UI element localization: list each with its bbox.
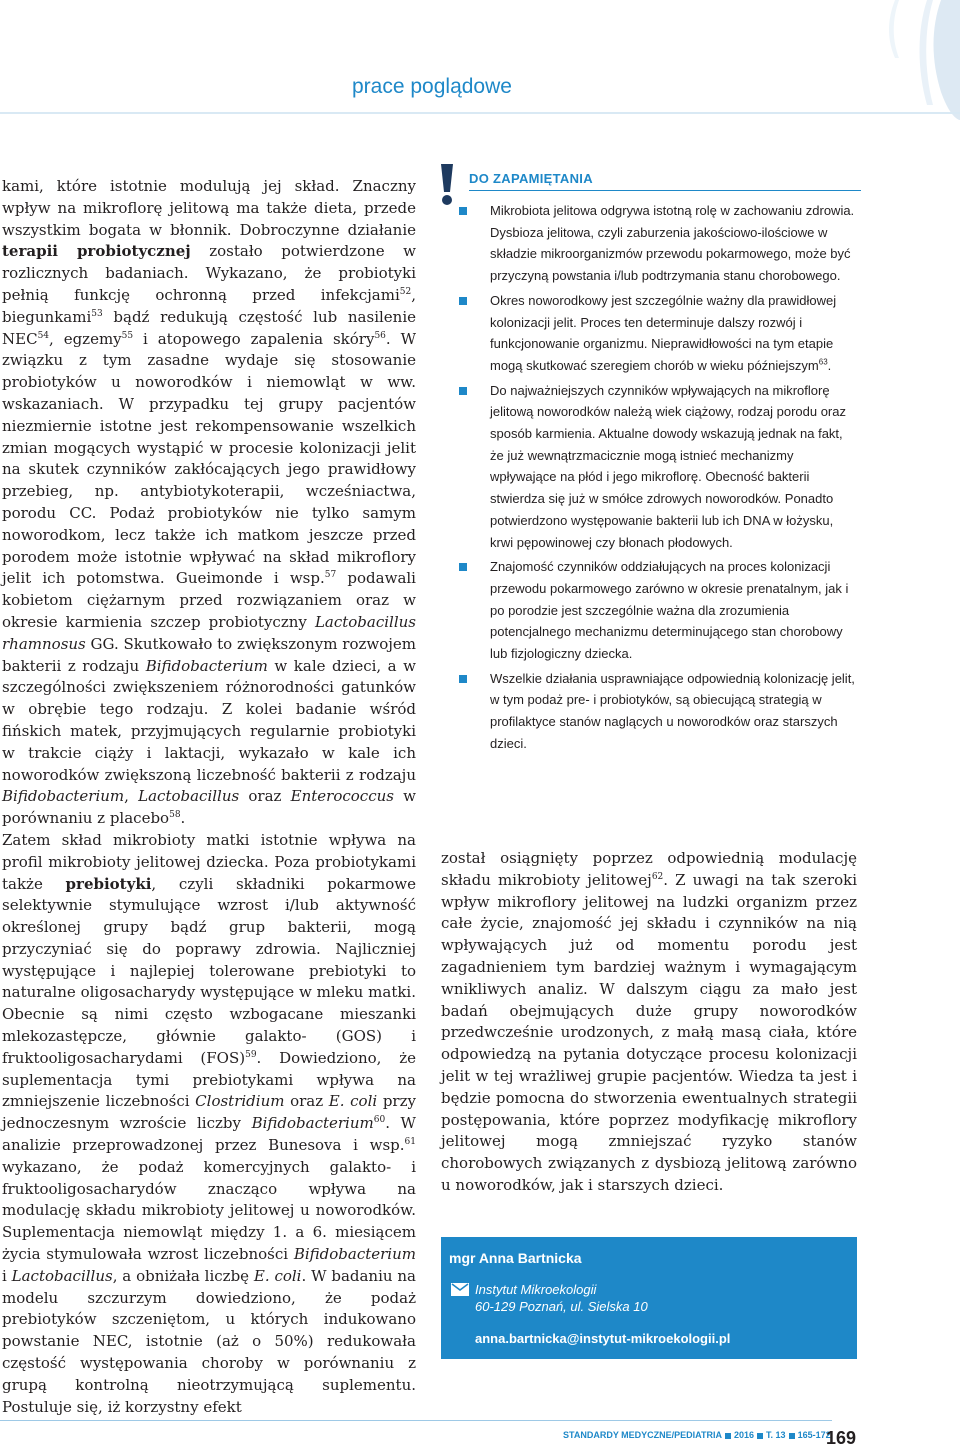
- key-point-item: [459, 668, 859, 755]
- text-run: Znajomość czynników oddziałujących na proces kolonizacji przewodu pokarmowego zarówno w okresie prenatalnym, jak i po porodzie jest szczególnie ważna dla zrozumienia potencjalnego mechanizmu determinującego stan chorobowy lub fizjologiczny dziecka.: [490, 559, 849, 662]
- text-run: E. coli: [253, 1266, 302, 1285]
- text-run: bądź redukują częstość lub nasilenie NEC: [2, 307, 416, 348]
- square-bullet-icon: [725, 1433, 731, 1439]
- citation-ref: 60: [373, 1115, 386, 1126]
- text-run: Lactobacillus: [138, 787, 240, 806]
- text-run: GG. Skutkowało to zwiększonym rozwojem bakterii z rodzaju: [2, 634, 416, 675]
- key-points-divider: [469, 190, 861, 191]
- text-run: , egzemy: [49, 329, 122, 348]
- text-run: podawali kobietom ciężarnym przed rozwiązaniem oraz w okresie karmienia szczep probiotyczny: [2, 569, 416, 631]
- citation-ref: 52: [399, 286, 412, 297]
- journal-name: STANDARDY MEDYCZNE/PEDIATRIA: [563, 1430, 723, 1440]
- square-bullet-icon: [459, 387, 467, 395]
- text-run: terapii probiotycznej: [2, 242, 191, 261]
- footer-divider: [0, 1420, 832, 1421]
- text-run: zostało potwierdzone w rozlicznych badaniach. Wykazano, że probiotyki pełnią funkcję ochronną przed infekcjami: [2, 242, 416, 304]
- key-point-item: [459, 556, 859, 665]
- key-point-item: [459, 380, 859, 554]
- author-info-box: [441, 1237, 857, 1359]
- citation-ref: 58: [169, 810, 181, 821]
- square-bullet-icon: [789, 1433, 795, 1439]
- text-run: . W analizie przeprowadzonej przez Bunesova i wsp.: [2, 1114, 416, 1155]
- text-run: oraz: [239, 787, 291, 806]
- text-run: Enterococcus: [290, 787, 394, 806]
- article-left-column: [2, 176, 416, 1418]
- square-bullet-icon: [459, 297, 467, 305]
- text-run: przy jednoczesnym wzroście liczby: [2, 1092, 416, 1133]
- square-bullet-icon: [757, 1433, 763, 1439]
- text-run: ,: [124, 787, 139, 806]
- text-run: w kale dzieci, a w szczególności zwiększeniem różnorodności gatunków w obrębie tego rodzaju. Z kolei badanie wśród fińskich matek, przyjmujących regularnie probiotyki w trakcie ciąży i laktacji, wykazało w kale ich noworodków zwiększoną liczebność bakterii z rodzaju: [2, 656, 416, 784]
- paragraph: [2, 830, 416, 1419]
- text-run: Clostridium: [195, 1092, 285, 1111]
- text-run: kami, które istotnie modulują jej skład. Znaczny wpływ na mikroflorę jelitową ma także dieta, przede wszystkim bogata w błonnik. Dobroczynne działanie: [2, 177, 416, 239]
- square-bullet-icon: [459, 675, 467, 683]
- citation-ref: 53: [91, 308, 103, 319]
- text-run: Zatem skład mikrobioty matki istotnie wpływa na profil mikrobioty jelitowej dziecka. Poza probiotykami także: [2, 830, 416, 893]
- text-run: w porównaniu z placebo: [2, 787, 416, 828]
- citation-ref: 63: [818, 357, 828, 367]
- author-name: mgr Anna Bartnicka: [449, 1250, 582, 1266]
- text-run: . W związku z tym zasadne wydaje się stosowanie probiotyków u noworodków i niemowląt w ww. wskazaniach. W przypadku tej grupy pacjentów niezmiernie istotne jest rekompensowanie wszelkich zmian mogących wystąpić w procesie kolonizacji jelit na skutek czynników zakłócających jego prawidłowy przebieg, np. antybiotykoterapii, wcześniactwa, porodu CC. Podaż probiotyków nie tylko samym noworodkom, lecz także ich matkom jeszcze przed porodem może istotnie wpływać na skład mikroflory jelit ich potomstwa. Gueimonde i wsp.: [2, 329, 416, 588]
- citation-ref: 54: [37, 330, 50, 341]
- text-run: , czyli składniki pokarmowe selektywnie stymulujące wzrost i/lub aktywność określonej grupy bądź grup bakterii, mogą przyczyniać się do poprawy zdrowia. Najliczniej występujące i najlepiej tolerowane prebiotyki to naturalne oligosacharydy występujące w mleku matki. Obecnie są nimi często wzbogacane mieszanki mlekozastępcze, głównie galakto- (GOS) i fruktooligosacharydami (FOS): [2, 874, 417, 1067]
- text-run: oraz: [284, 1092, 329, 1111]
- text-run: , biegunkami: [2, 285, 416, 326]
- text-run: .: [827, 357, 832, 373]
- author-address: 60-129 Poznań, ul. Sielska 10: [475, 1299, 648, 1314]
- citation-ref: 55: [121, 330, 134, 341]
- key-point-item: [459, 290, 859, 377]
- text-run: wykazano, że podaż komercyjnych galakto- i fruktooligosacharydów znacząco wpływa na modulację składu mikrobioty jelitowej u noworodków. Suplementacja niemowląt między 1. a 6. miesiącem życia stymulowała wzrost liczebności: [2, 1157, 416, 1264]
- text-run: Mikrobiota jelitowa odgrywa istotną rolę w zachowaniu zdrowia. Dysbioza jelitowa, czyli zaburzenia jakościowo-ilościowe w składzie mikroorganizmów przewodu pokarmowego, może być przyczyną powstania i/lub podtrzymania stanu chorobowego.: [490, 203, 855, 284]
- text-run: i atopowego zapalenia skóry: [133, 329, 375, 348]
- text-run: Do najważniejszych czynników wpływających na mikroflorę jelitową noworodków należą wiek ciążowy, rodzaj porodu oraz sposób karmienia. Aktualne dowody wskazują jednak na fakt, że już wewnątrzmacicznie mogą istnieć mechanizmy wpływające na płód i jego mikroflorę. Obecność bakterii stwierdza się już w smółce zdrowych noworodków. Ponadto potwierdzono występowanie bakterii lub ich DNA w łożysku, krwi pępowinowej czy błonach płodowych.: [490, 382, 846, 550]
- author-institute: Instytut Mikroekologii: [475, 1282, 597, 1297]
- journal-pages: 165-172: [797, 1430, 831, 1440]
- author-affiliation: [475, 1281, 648, 1315]
- text-run: Bifidobacterium: [145, 656, 268, 675]
- text-run: prebiotyki: [65, 874, 152, 893]
- citation-ref: 57: [324, 570, 337, 581]
- journal-footer: [563, 1430, 831, 1440]
- text-run: Bifidobacterium: [2, 787, 125, 806]
- key-points-title: DO ZAPAMIĘTANIA: [469, 171, 593, 186]
- text-run: Bifidobacterium: [251, 1114, 374, 1133]
- text-run: Okres noworodkowy jest szczególnie ważny dla prawidłowej kolonizacji jelit. Proces ten determinuje dalszy rozwój i funkcjonowanie organizmu. Nieprawidłowości na tym etapie mogą skutkować szeregiem chorób w wieku późniejszym: [490, 292, 837, 373]
- citation-ref: 59: [245, 1049, 257, 1060]
- text-run: , a obniżała liczbę: [112, 1266, 254, 1285]
- text-run: . Z uwagi na tak szeroki wpływ mikroflory jelitowej na ludzki organizm przez całe życie, znajomość jej składu i czynników na nią wpływających już od momentu porodu jest zagadnieniem tym bardziej ważnym i wymagającym wnikliwych analiz. W dalszym ciągu za mało jest badań obejmujących duże grupy noworodków przedwcześnie urodzonych, z małą masą ciała, które odpowiedzą na pytania dotyczące procesu kolonizacji jelit w tej wrażliwej grupie pacjentów. Wiedza ta jest i będzie pomocna do stworzenia ewentualnych strategii postępowania, które poprzez modyfikację mikroflory jelitowej mogą zmniejszać ryzyko stanów chorobowych związanych z dysbiozą jelitową zarówno u noworodków, jak i starszych dzieci.: [441, 870, 857, 1194]
- text-run: .: [180, 809, 186, 828]
- citation-ref: 61: [404, 1137, 416, 1148]
- header-divider: [0, 112, 960, 114]
- citation-ref: 62: [651, 871, 664, 882]
- square-bullet-icon: [459, 563, 467, 571]
- text-run: . Dowiedziono, że suplementacja tymi prebiotykami wpływa na zmniejszenie liczebności: [2, 1048, 416, 1111]
- paragraph: [2, 176, 416, 830]
- section-label: prace poglądowe: [352, 75, 512, 98]
- square-bullet-icon: [459, 207, 467, 215]
- text-run: E. coli: [328, 1092, 378, 1111]
- text-run: i: [2, 1266, 12, 1285]
- page-number: 169: [826, 1428, 857, 1448]
- journal-volume: T. 13: [766, 1430, 786, 1440]
- text-run: . W badaniu na modelu szczurzym dowiedziono, że podaż prebiotyków szczeniętom, u których indukowano powstanie NEC, istotnie (aż o 50%) redukowała częstość występowania choroby w porównaniu z grupą kontrolną nieotrzymującą suplementu. Postuluje się, iż korzystny efekt: [2, 1266, 416, 1416]
- article-right-column: [441, 848, 857, 1197]
- text-run: Lactobacillus rhamnosus: [2, 612, 416, 653]
- key-point-item: [459, 200, 859, 287]
- text-run: Bifidobacterium: [293, 1245, 416, 1264]
- text-run: został osiągnięty poprzez odpowiednią modulację składu mikrobioty jelitowej: [441, 849, 857, 889]
- text-run: Wszelkie działania usprawniające odpowiednią kolonizację jelit, w tym podaż pre- i probiotyków, są obiecującą strategią w profilaktyce stanów naglących u noworodków oraz starszych dzieci.: [490, 670, 855, 751]
- citation-ref: 56: [374, 330, 386, 341]
- journal-logo-shapes: [865, 0, 960, 120]
- envelope-icon: [451, 1283, 469, 1296]
- author-email[interactable]: anna.bartnicka@instytut-mikroekologii.pl: [475, 1331, 731, 1346]
- text-run: Lactobacillus: [11, 1266, 113, 1285]
- journal-year: 2016: [734, 1430, 755, 1440]
- key-points-list: [459, 200, 859, 758]
